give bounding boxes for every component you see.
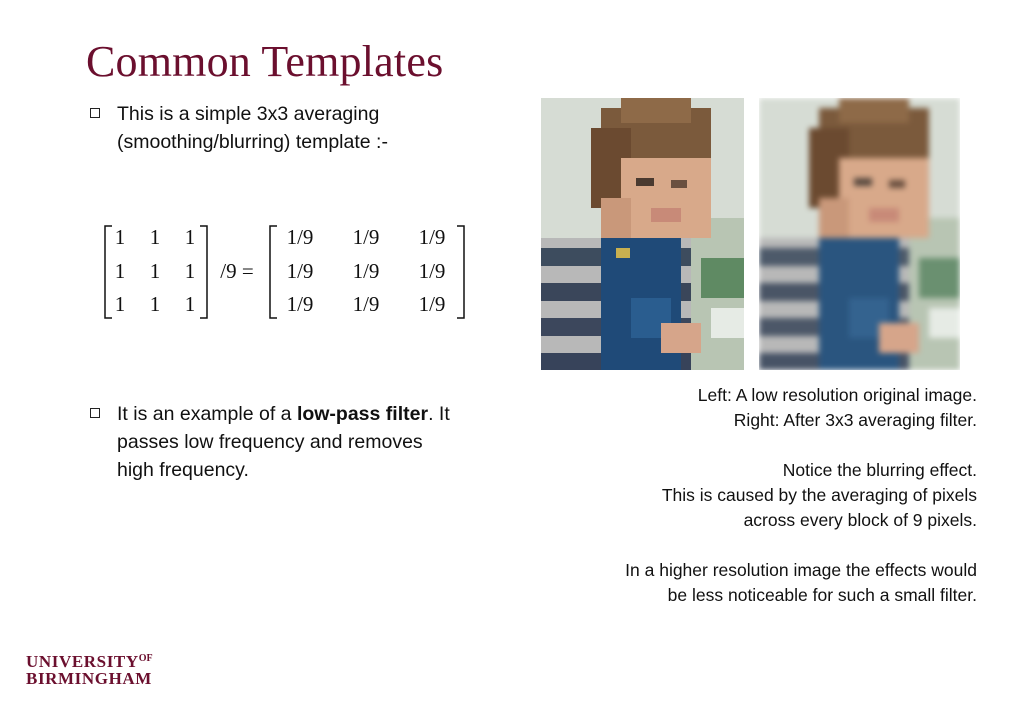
left-matrix-cell: 1 bbox=[149, 292, 161, 316]
square-bullet-icon bbox=[90, 108, 100, 118]
left-matrix-cell: 1 bbox=[149, 259, 161, 283]
right-matrix-cell: 1/9 bbox=[286, 259, 314, 283]
right-matrix-cell: 1/9 bbox=[352, 225, 380, 249]
slide-title: Common Templates bbox=[86, 37, 444, 86]
right-matrix-cell: 1/9 bbox=[286, 292, 314, 316]
left-matrix-cell: 1 bbox=[184, 292, 196, 316]
caption-gap bbox=[537, 433, 977, 458]
left-matrix-cell: 1 bbox=[114, 225, 126, 249]
caption-line: This is caused by the averaging of pixels bbox=[661, 485, 977, 505]
caption-line: across every block of 9 pixels. bbox=[743, 510, 977, 530]
bullet-text-post: . It passes low frequency and removes high frequency. bbox=[117, 403, 450, 481]
divide-equals-operator: /9 = bbox=[220, 259, 254, 283]
left-matrix-cell: 1 bbox=[184, 225, 196, 249]
left-matrix-cell: 1 bbox=[114, 259, 126, 283]
caption-line: Left: A low resolution original image. bbox=[697, 385, 977, 405]
left-matrix-open-bracket bbox=[105, 226, 112, 318]
logo-line-university: UNIVERSITY bbox=[26, 652, 139, 671]
caption-line: Right: After 3x3 averaging filter. bbox=[733, 410, 977, 430]
caption-line: Notice the blurring effect. bbox=[782, 460, 977, 480]
matrix-equation bbox=[100, 222, 475, 322]
square-bullet-icon bbox=[90, 408, 100, 418]
right-matrix-cell: 1/9 bbox=[352, 292, 380, 316]
bullet-text-bold: low-pass filter bbox=[296, 403, 429, 425]
bullet-text-pre: It is an example of a bbox=[117, 403, 297, 425]
left-matrix-cell: 1 bbox=[184, 259, 196, 283]
left-matrix-cell: 1 bbox=[149, 225, 161, 249]
right-matrix-cell: 1/9 bbox=[286, 225, 314, 249]
right-matrix-cell: 1/9 bbox=[418, 259, 446, 283]
university-logo bbox=[26, 650, 153, 687]
right-matrix-open-bracket bbox=[270, 226, 277, 318]
right-matrix-cell: 1/9 bbox=[418, 292, 446, 316]
caption-line: In a higher resolution image the effects would bbox=[625, 560, 977, 580]
bullet-low-pass-filter bbox=[90, 400, 450, 484]
right-matrix-cell: 1/9 bbox=[352, 259, 380, 283]
bullet-text bbox=[117, 400, 450, 484]
logo-line-birmingham: BIRMINGHAM bbox=[26, 669, 152, 688]
left-matrix-cell: 1 bbox=[114, 292, 126, 316]
bullet-averaging-template bbox=[90, 100, 450, 156]
caption-gap bbox=[537, 533, 977, 558]
logo-of: OF bbox=[138, 653, 153, 664]
image-caption bbox=[537, 383, 977, 608]
right-matrix-close-bracket bbox=[457, 226, 464, 318]
left-matrix-close-bracket bbox=[200, 226, 207, 318]
bullet-text: This is a simple 3x3 averaging (smoothing/blurring) template :- bbox=[117, 103, 388, 153]
caption-line: be less noticeable for such a small filter. bbox=[667, 585, 977, 605]
original-low-res-image bbox=[541, 98, 744, 370]
right-matrix-cell: 1/9 bbox=[418, 225, 446, 249]
averaged-filtered-image bbox=[759, 98, 960, 370]
